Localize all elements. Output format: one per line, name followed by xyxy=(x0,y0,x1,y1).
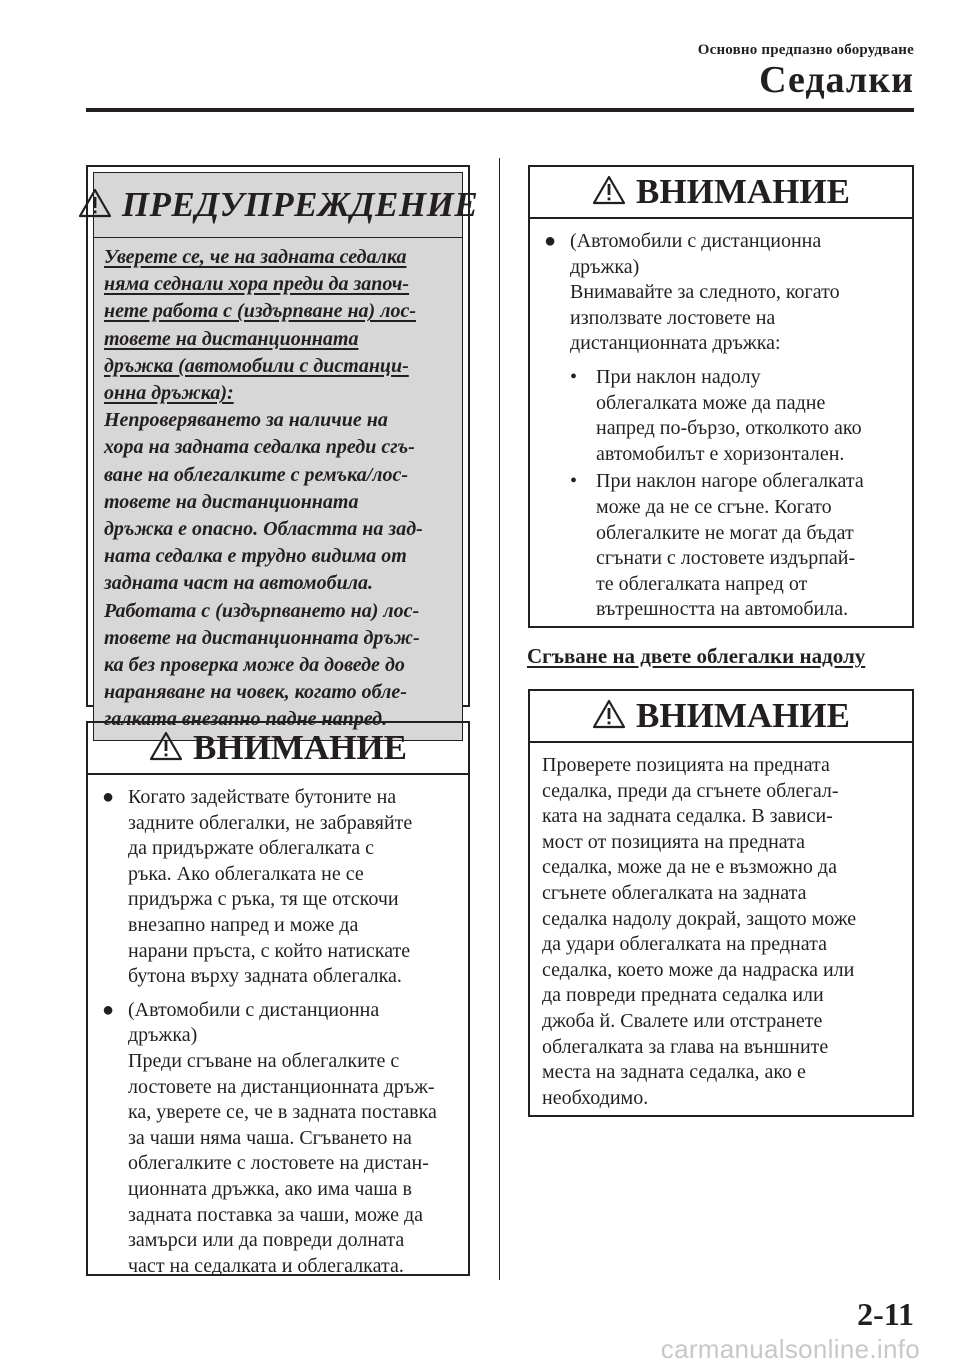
warning-box-header xyxy=(93,172,479,238)
watermark: carmanualsonline.info xyxy=(660,1334,920,1364)
sub-bullet-marker: • xyxy=(570,470,578,493)
warning-line: товете на дистанционната xyxy=(104,490,359,513)
caution-line: облегалката може да падне xyxy=(596,391,826,414)
warning-underlined-line: дръжка (автомобили с дистанци- xyxy=(104,354,409,377)
caution-line: места на задната седалка, ако е xyxy=(542,1061,806,1084)
warning-box-body xyxy=(93,238,463,741)
caution-line: облегалките не могат да бъдат xyxy=(596,521,854,544)
warning-box-title: ПРЕДУПРЕЖДЕНИЕ xyxy=(121,185,479,224)
section-heading: Сгъване на двете облегалки надолу xyxy=(527,644,866,668)
column-divider xyxy=(499,158,500,1280)
caution-line: облегалките с лостовете на дистан- xyxy=(128,1152,429,1175)
caution-line: седалка надолу докрай, защото може xyxy=(542,907,857,930)
warning-triangle-icon xyxy=(149,731,183,766)
warning-triangle-icon xyxy=(78,188,112,223)
caution-line: внезапно напред и може да xyxy=(128,913,359,936)
warning-triangle-icon xyxy=(592,175,626,210)
caution-line: сгънете облегалката на задната xyxy=(542,881,807,904)
caution-line: джоба й. Свалете или отстранете xyxy=(542,1009,823,1032)
caution-line: за чаши няма чаша. Сгъването на xyxy=(128,1126,412,1149)
caution-box-right-bottom xyxy=(528,689,914,1117)
warning-line: нараняване на човек, когато обле- xyxy=(104,681,407,704)
warning-line: дръжка е опасно. Областта на зад- xyxy=(104,518,423,541)
warning-line: товете на дистанционната дръж- xyxy=(104,626,420,649)
caution-box-left-title: ВНИМАНИЕ xyxy=(193,728,407,767)
caution-line: облегалката за глава на външните xyxy=(542,1035,829,1058)
caution-box-right-bottom-header xyxy=(530,691,912,743)
caution-line: (Автомобили с дистанционна xyxy=(128,998,380,1021)
caution-line: Преди сгъване на облегалките с xyxy=(128,1049,400,1072)
warning-line: Непроверяването за наличие на xyxy=(104,409,388,432)
caution-bullet xyxy=(102,785,456,990)
caution-sub-bullet xyxy=(570,365,900,467)
caution-line: придържа с ръка, тя ще отскочи xyxy=(128,888,399,911)
caution-box-right-top-body xyxy=(530,219,912,637)
warning-underlined-line: няма седнали хора преди да започ- xyxy=(104,273,410,296)
caution-line: При наклон нагоре облегалката xyxy=(596,470,864,493)
warning-triangle-icon xyxy=(592,699,626,734)
warning-underlined-line: нете работа с (издърпване на) лос- xyxy=(104,300,417,323)
caution-line: лостовете на дистанционната дръж- xyxy=(128,1075,435,1098)
bullet-marker: ● xyxy=(102,998,115,1021)
caution-line: Проверете позицията на предната xyxy=(542,754,830,776)
caution-line: необходимо. xyxy=(542,1086,649,1109)
warning-line: хора на задната седалка преди сгъ- xyxy=(104,436,415,459)
caution-line: мост от позицията на предната xyxy=(542,830,806,853)
caution-line: задните облегалки, не забравяйте xyxy=(128,811,413,834)
caution-line: автомобилът е хоризонтален. xyxy=(596,442,845,465)
warning-line: задната част на автомобила. xyxy=(104,572,373,595)
caution-box-right-bottom-title: ВНИМАНИЕ xyxy=(636,696,850,735)
caution-line: (Автомобили с дистанционна xyxy=(570,230,822,252)
caution-line: вътрешността на автомобила. xyxy=(596,598,849,621)
caution-bullet xyxy=(544,229,900,623)
caution-line: замърси или да повреди долната xyxy=(128,1229,405,1252)
caution-line: дистанционната дръжка: xyxy=(570,332,781,355)
caution-line: те облегалката напред от xyxy=(596,572,808,595)
caution-box-left xyxy=(86,721,470,1276)
sub-bullet-marker: • xyxy=(570,365,578,388)
caution-line: ционната дръжка, ако има чаша в xyxy=(128,1177,412,1200)
caution-bullet xyxy=(102,998,456,1280)
warning-underlined-line: онна дръжка): xyxy=(104,382,234,405)
caution-line: дръжка) xyxy=(128,1024,198,1047)
caution-box-right-bottom-body xyxy=(530,743,912,1117)
caution-line: може да не се сгъне. Когато xyxy=(596,495,832,518)
caution-line: бутона върху задната облегалка. xyxy=(128,965,402,988)
caution-sub-bullet xyxy=(570,469,900,623)
caution-line: Когато задействате бутоните на xyxy=(128,786,397,808)
caution-line: да повреди предната седалка или xyxy=(542,984,824,1007)
page-header-subtitle: Основно предпазно оборудване xyxy=(697,42,914,58)
warning-line: галката внезапно падне напред. xyxy=(104,708,388,731)
caution-line: При наклон надолу xyxy=(596,365,761,388)
caution-box-left-body xyxy=(88,775,468,1293)
caution-box-right-top-header xyxy=(530,167,912,219)
bullet-marker: ● xyxy=(544,230,557,252)
caution-line: да придържате облегалката с xyxy=(128,837,375,860)
caution-line: да удари облегалката на предната xyxy=(542,933,827,956)
page-number: 2-11 xyxy=(857,1296,914,1332)
warning-line: ване на облегалките с ремъка/лос- xyxy=(104,463,409,486)
caution-line: ката на задната седалка. В зависи- xyxy=(542,805,833,828)
caution-line: сгънати с лостовете издърпай- xyxy=(596,547,856,570)
bullet-marker: ● xyxy=(102,786,115,808)
caution-line: ръка. Ако облегалката не се xyxy=(128,862,364,885)
header-rule xyxy=(86,108,914,112)
caution-line: седалка, което може да надраска или xyxy=(542,958,855,981)
caution-box-right-top-title: ВНИМАНИЕ xyxy=(636,172,850,211)
caution-line: седалка, преди да сгънете облегал- xyxy=(542,779,839,802)
warning-line: ка без проверка може да доведе до xyxy=(104,654,405,677)
caution-line: напред по-бързо, отколкото ако xyxy=(596,417,862,440)
caution-box-right-top xyxy=(528,165,914,628)
page-header-title: Седалки xyxy=(759,59,914,101)
caution-line: част на седалката и облегалката. xyxy=(128,1254,404,1277)
caution-line: дръжка) xyxy=(570,255,640,278)
caution-line: използвате лостовете на xyxy=(570,306,776,329)
warning-box xyxy=(86,165,479,731)
caution-line: нарани пръста, с който натискате xyxy=(128,939,411,962)
caution-line: ка, уверете се, че в задната поставка xyxy=(128,1101,437,1124)
warning-line: ната седалка е трудно видима от xyxy=(104,545,407,568)
warning-underlined-line: Уверете се, че на задната седалка xyxy=(104,246,407,268)
caution-line: Внимавайте за следното, когато xyxy=(570,281,840,304)
caution-line: седалка, може да не е възможно да xyxy=(542,856,837,879)
caution-box-left-header xyxy=(88,723,468,775)
warning-underlined-line: товете на дистанционната xyxy=(104,327,359,350)
caution-line: задната поставка за чаши, може да xyxy=(128,1203,424,1226)
warning-line: Работата с (издърпването на) лос- xyxy=(104,599,420,622)
